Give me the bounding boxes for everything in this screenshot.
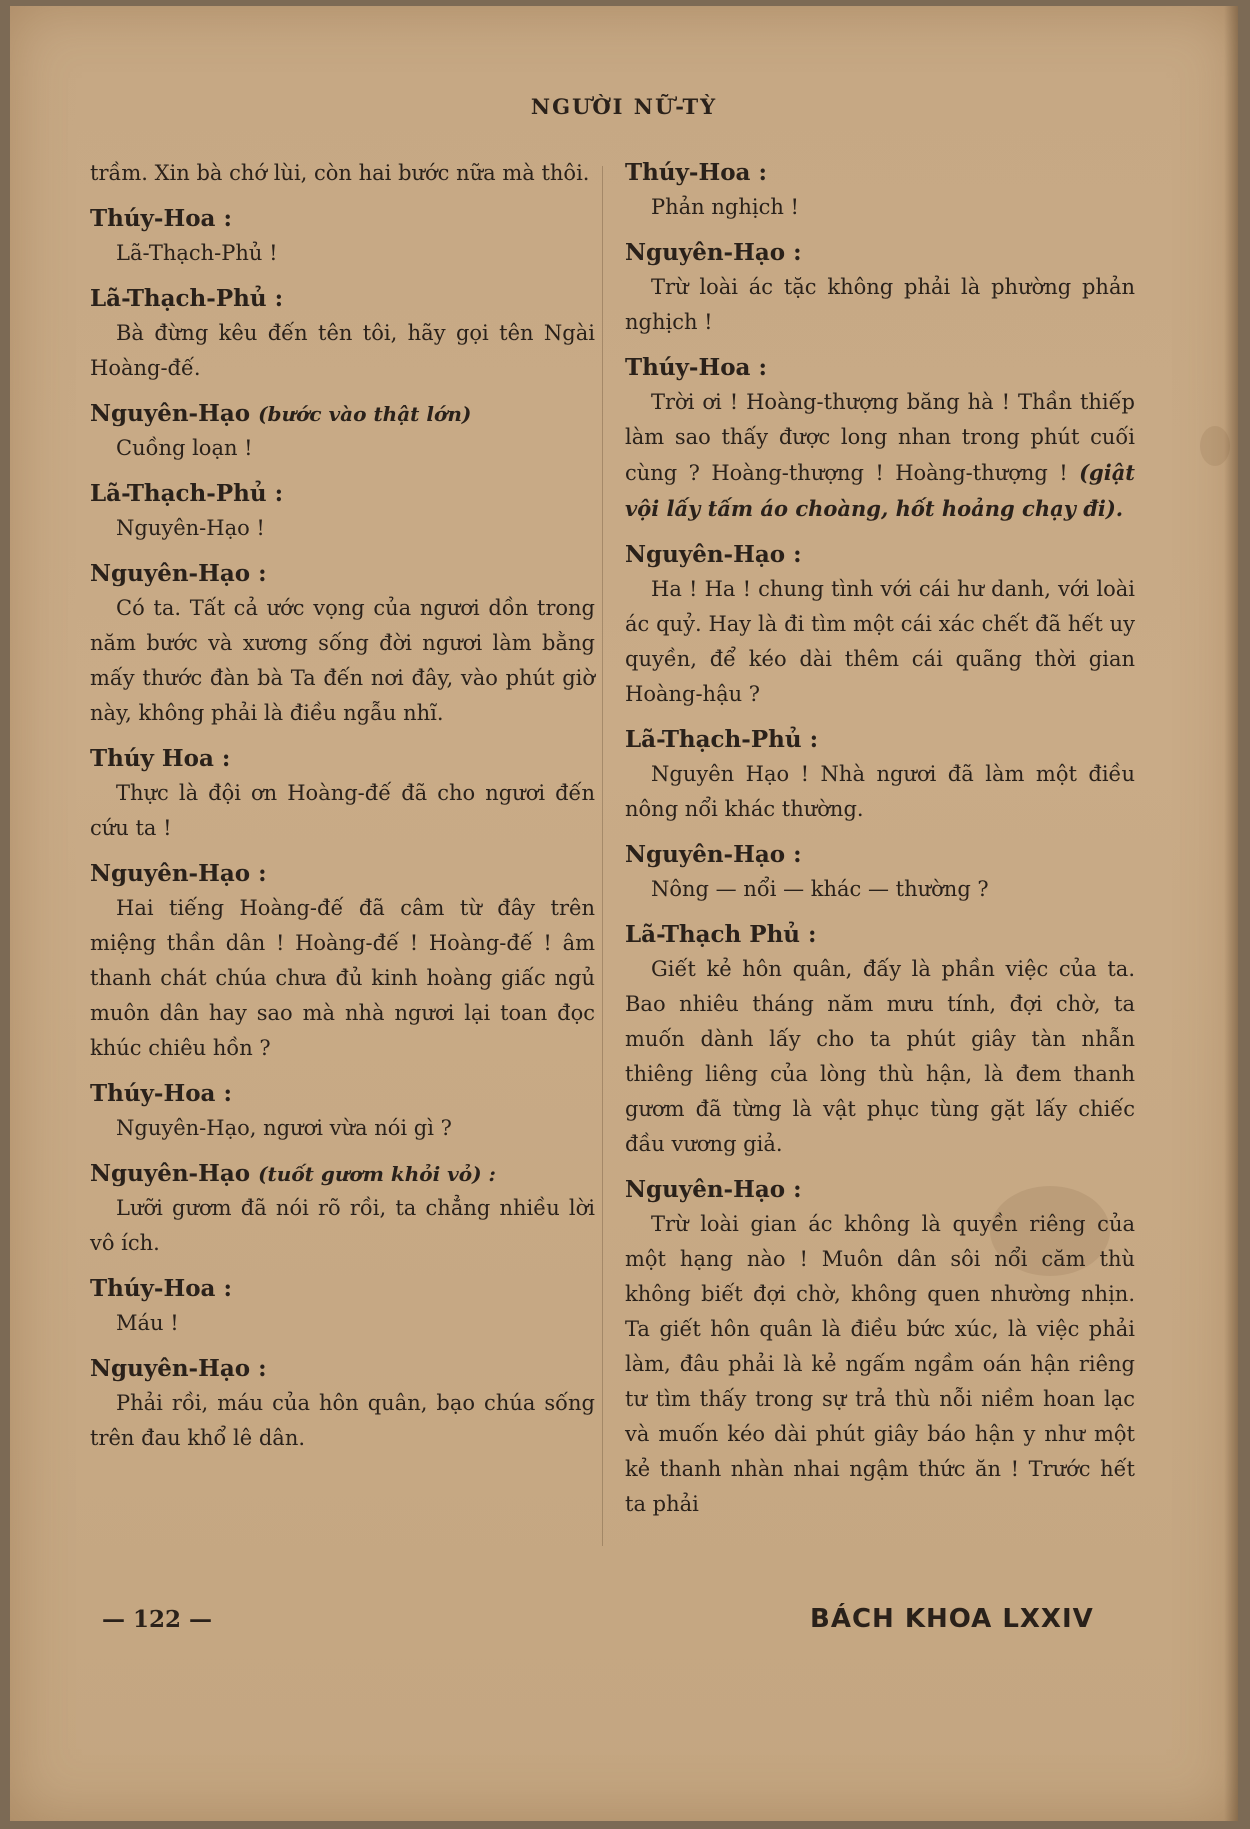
speaker-name — [90, 397, 595, 431]
dialogue-line — [90, 1306, 595, 1341]
speaker-name — [625, 723, 1135, 757]
speaker-label: Nguyên-Hạo : — [90, 1355, 267, 1382]
dialogue-line — [90, 316, 595, 386]
dialogue-line — [90, 236, 595, 271]
page-number: — 122 — — [102, 1606, 213, 1633]
speaker-name — [625, 156, 1135, 190]
dialogue-text: Nguyên-Hạo ! — [116, 516, 265, 540]
running-header: NGƯỜI NỮ-TỲ — [530, 94, 718, 119]
dialogue-text: Nông — nổi — khác — thường ? — [651, 877, 989, 901]
speaker-label: Lã-Thạch-Phủ : — [90, 285, 284, 312]
dialogue-line — [90, 776, 595, 846]
speaker-label: Nguyên-Hạo : — [625, 239, 802, 266]
speaker-name — [625, 351, 1135, 385]
dialogue-line — [625, 952, 1135, 1162]
dialogue-text: Lưỡi gươm đã nói rõ rồi, ta chẳng nhiều lời vô ích. — [90, 1196, 595, 1255]
speaker-label: Lã-Thạch-Phủ : — [90, 480, 284, 507]
dialogue-text: Có ta. Tất cả ước vọng của ngươi dồn trong năm bước và xương sống đời ngươi làm bằng mấy thước đàn bà Ta đến nơi đây, vào phút giờ này, không phải là điều ngẫu nhĩ. — [90, 596, 595, 725]
speaker-name — [625, 538, 1135, 572]
stage-direction: (giật vội lấy tấm áo choàng, hốt hoảng chạy đi). — [625, 460, 1135, 521]
dialogue-line — [625, 385, 1135, 527]
dialogue-line — [625, 270, 1135, 340]
speaker-name — [90, 557, 595, 591]
dialogue-text: Thực là đội ơn Hoàng-đế đã cho ngươi đến cứu ta ! — [90, 781, 595, 840]
speaker-label: Thúy-Hoa : — [625, 354, 767, 381]
dialogue-line — [90, 156, 595, 191]
speaker-label: Lã-Thạch-Phủ : — [625, 726, 819, 753]
stage-direction: (bước vào thật lớn) — [258, 402, 472, 426]
dialogue-text: trầm. Xin bà chớ lùi, còn hai bước nữa mà thôi. — [90, 161, 590, 185]
speaker-name — [90, 477, 595, 511]
dialogue-text: Nguyên-Hạo, ngươi vừa nói gì ? — [116, 1116, 452, 1140]
speaker-label: Thúy-Hoa : — [90, 1080, 232, 1107]
dialogue-text: Trừ loài ác tặc không phải là phường phản nghịch ! — [625, 275, 1135, 334]
dialogue-line — [90, 511, 595, 546]
paper-stain — [1200, 426, 1230, 466]
dialogue-line — [625, 572, 1135, 712]
dialogue-text: Nguyên Hạo ! Nhà ngươi đã làm một điều nông nổi khác thường. — [625, 762, 1135, 821]
speaker-name — [90, 1272, 595, 1306]
dialogue-line — [90, 1386, 595, 1456]
dialogue-line — [90, 1191, 595, 1261]
dialogue-text: Máu ! — [116, 1311, 179, 1335]
dialogue-line — [625, 757, 1135, 827]
dialogue-text: Lã-Thạch-Phủ ! — [116, 241, 278, 265]
stage-direction: (tuốt gươm khỏi vỏ) : — [258, 1162, 496, 1186]
left-column — [90, 156, 595, 1456]
dialogue-line — [625, 872, 1135, 907]
speaker-name — [90, 857, 595, 891]
speaker-label: Nguyên-Hạo : — [90, 860, 267, 887]
speaker-label: Thúy-Hoa : — [90, 205, 232, 232]
speaker-label: Nguyên-Hạo — [90, 400, 251, 427]
speaker-name — [90, 1077, 595, 1111]
dialogue-line — [90, 1111, 595, 1146]
column-divider — [602, 166, 603, 1546]
dialogue-line — [90, 891, 595, 1066]
speaker-name — [90, 742, 595, 776]
speaker-name — [625, 838, 1135, 872]
dialogue-line — [625, 1207, 1135, 1522]
speaker-name — [90, 202, 595, 236]
dialogue-line — [90, 591, 595, 731]
speaker-label: Nguyên-Hạo : — [625, 541, 802, 568]
dialogue-text: Phản nghịch ! — [651, 195, 799, 219]
speaker-label: Thúy Hoa : — [90, 745, 231, 772]
speaker-name — [90, 1157, 595, 1191]
page-edge-shadow — [1224, 6, 1238, 1821]
dialogue-text: Trừ loài gian ác không là quyền riêng của một hạng nào ! Muôn dân sôi nổi căm thù không biết đợi chờ, không quen nhường nhịn. Ta giết hôn quân là điều bức xúc, là việc phải làm, đâu phải là kẻ ngấm ngầm oán hận riêng tư tìm thấy trong sự trả thù nỗi niềm hoan lạc và muốn kéo dài phút giây báo hận y như một kẻ thanh nhàn nhai ngậm thức ăn ! Trước hết ta phải — [625, 1212, 1135, 1516]
dialogue-text: Giết kẻ hôn quân, đấy là phần việc của ta. Bao nhiêu tháng năm mưu tính, đợi chờ, ta muốn dành lấy cho ta phút giây tàn nhẫn thiêng liêng của lòng thù hận, là đem thanh gươm đã từng là vật phục tùng gặt lấy chiếc đầu vương giả. — [625, 957, 1135, 1156]
dialogue-line — [625, 190, 1135, 225]
dialogue-line — [90, 431, 595, 466]
speaker-label: Thúy-Hoa : — [625, 159, 767, 186]
journal-issue: BÁCH KHOA LXXIV — [810, 1604, 1094, 1634]
speaker-name — [625, 918, 1135, 952]
speaker-label: Nguyên-Hạo : — [625, 1176, 802, 1203]
speaker-label: Nguyên-Hạo : — [90, 560, 267, 587]
speaker-label: Thúy-Hoa : — [90, 1275, 232, 1302]
book-page — [10, 6, 1238, 1821]
speaker-label: Lã-Thạch Phủ : — [625, 921, 817, 948]
speaker-name — [625, 1173, 1135, 1207]
right-column — [625, 156, 1135, 1522]
dialogue-text: Hai tiếng Hoàng-đế đã câm từ đây trên miệng thần dân ! Hoàng-đế ! Hoàng-đế ! âm thanh chát chúa chưa đủ kinh hoàng giấc ngủ muôn dân hay sao mà nhà ngươi lại toan đọc khúc chiêu hồn ? — [90, 896, 595, 1060]
speaker-label: Nguyên-Hạo : — [625, 841, 802, 868]
speaker-name — [625, 236, 1135, 270]
speaker-label: Nguyên-Hạo — [90, 1160, 251, 1187]
dialogue-text: Bà đừng kêu đến tên tôi, hãy gọi tên Ngài Hoàng-đế. — [90, 321, 595, 380]
dialogue-text: Cuồng loạn ! — [116, 436, 253, 460]
dialogue-text: Ha ! Ha ! chung tình với cái hư danh, với loài ác quỷ. Hay là đi tìm một cái xác chết đã hết uy quyền, để kéo dài thêm cái quãng thời gian Hoàng-hậu ? — [625, 577, 1135, 706]
speaker-name — [90, 1352, 595, 1386]
dialogue-text: Phải rồi, máu của hôn quân, bạo chúa sống trên đau khổ lê dân. — [90, 1391, 595, 1450]
dialogue-text: Trời ơi ! Hoàng-thượng băng hà ! Thần thiếp làm sao thấy được long nhan trong phút cuối cùng ? Hoàng-thượng ! Hoàng-thượng ! — [625, 390, 1135, 485]
speaker-name — [90, 282, 595, 316]
